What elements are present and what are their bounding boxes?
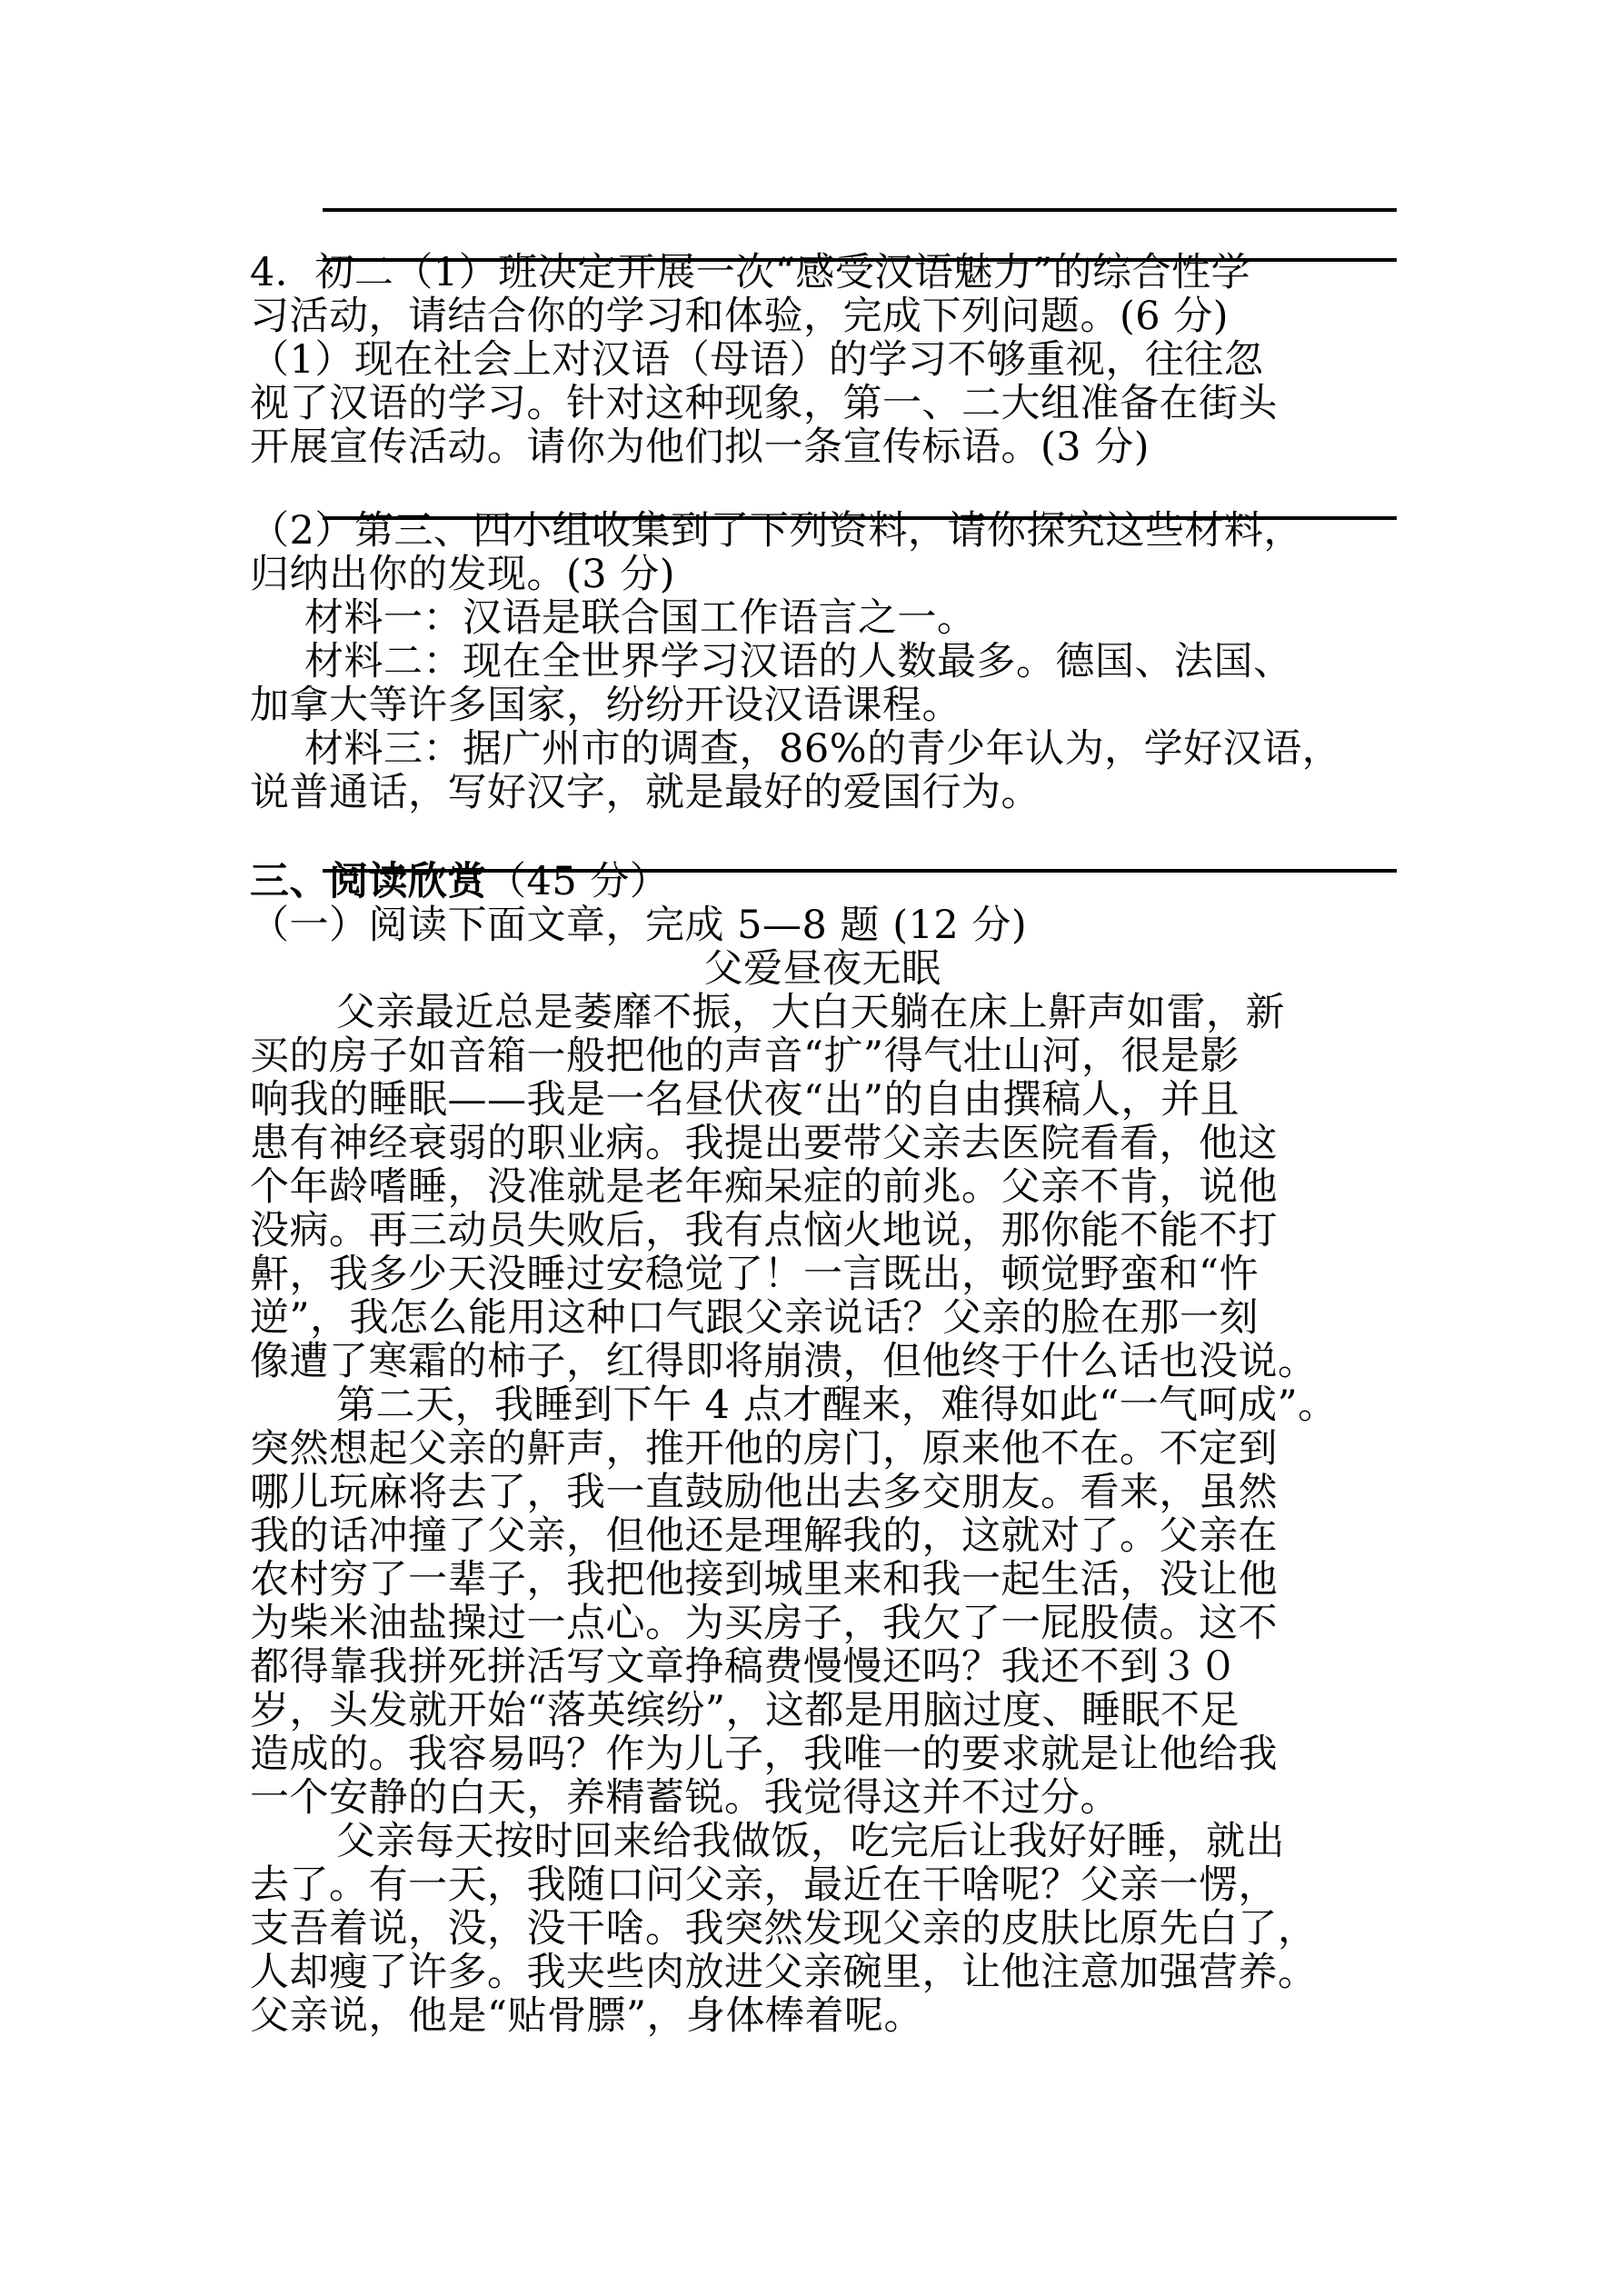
question-4-2-line: （2）第三、四小组收集到了下列资料，请你探究这些材料， <box>250 508 1303 554</box>
article-line: 没病。再三动员失败后，我有点恼火地说，那你能不能不打 <box>250 1208 1278 1253</box>
article-line: 突然想起父亲的鼾声，推开他的房门，原来他不在。不定到 <box>250 1426 1278 1472</box>
question-4-1-line: （1）现在社会上对汉语（母语）的学习不够重视，往往忽 <box>250 337 1264 383</box>
article-line: 支吾着说，没，没干啥。我突然发现父亲的皮肤比原先白了， <box>250 1906 1318 1952</box>
article-line: 父亲说，他是“贴骨膘”，身体棒着呢。 <box>250 1993 923 2039</box>
article-line: 岁，头发就开始“落英缤纷”，这都是用脑过度、睡眠不足 <box>250 1688 1240 1733</box>
article-line: 响我的睡眠——我是一名昼伏夜“出”的自由撰稿人，并且 <box>250 1077 1240 1123</box>
material-2-cont: 加拿大等许多国家，纷纷开设汉语课程。 <box>250 683 961 728</box>
article-line: 像遭了寒霜的柿子，红得即将崩溃，但他终于什么话也没说。 <box>250 1339 1318 1384</box>
answer-line <box>323 208 1397 212</box>
article-line: 父亲每天按时回来给我做饭，吃完后让我好好睡，就出 <box>336 1819 1285 1864</box>
article-line: 个年龄嗜睡，没准就是老年痴呆症的前兆。父亲不肯，说他 <box>250 1164 1278 1210</box>
question-4-2-line: 归纳出你的发现。(3 分) <box>250 552 676 597</box>
material-1: 材料一：汉语是联合国工作语言之一。 <box>304 595 977 641</box>
material-3: 材料三：据广州市的调查，86%的青少年认为，学好汉语， <box>304 726 1342 772</box>
article-line: 逆”，我怎么能用这种口气跟父亲说话？父亲的脸在那一刻 <box>250 1295 1259 1341</box>
section-3-score: （45 分） <box>487 859 670 904</box>
article-line: 造成的。我容易吗？作为儿子，我唯一的要求就是让他给我 <box>250 1732 1278 1777</box>
article-line: 去了。有一天，我随口问父亲，最近在干啥呢？父亲一愣， <box>250 1862 1278 1908</box>
article-line: 一个安静的白天，养精蓄锐。我觉得这并不过分。 <box>250 1775 1120 1821</box>
section-3-heading <box>250 858 1395 905</box>
question-4-1-line: 视了汉语的学习。针对这种现象，第一、二大组准备在街头 <box>250 381 1278 426</box>
article-line: 买的房子如音箱一般把他的声音“扩”得气壮山河，很是影 <box>250 1033 1240 1079</box>
article-line: 人却瘦了许多。我夹些肉放进父亲碗里，让他注意加强营养。 <box>250 1950 1318 1995</box>
question-4-line: 4．初二（1）班决定开展一次“感受汉语魅力”的综合性学 <box>250 250 1251 295</box>
article-line: 第二天，我睡到下午 4 点才醒来，难得如此“一气呵成”。 <box>336 1383 1338 1428</box>
article-line: 都得靠我拼死拼活写文章挣稿费慢慢还吗？我还不到３０ <box>250 1644 1239 1690</box>
article-line: 鼾，我多少天没睡过安稳觉了！一言既出，顿觉野蛮和“忤 <box>250 1252 1259 1297</box>
article-line: 为柴米油盐操过一点心。为买房子，我欠了一屁股债。这不 <box>250 1601 1278 1646</box>
article-line: 农村穷了一辈子，我把他接到城里来和我一起生活，没让他 <box>250 1557 1278 1602</box>
article-title: 父爱昼夜无眠 <box>703 946 941 992</box>
question-4-1-line: 开展宣传活动。请你为他们拟一条宣传标语。(3 分) <box>250 424 1150 470</box>
article-line: 我的话冲撞了父亲，但他还是理解我的，这就对了。父亲在 <box>250 1513 1278 1559</box>
question-4-line: 习活动，请结合你的学习和体验，完成下列问题。(6 分) <box>250 294 1230 339</box>
article-line: 哪儿玩麻将去了，我一直鼓励他出去多交朋友。看来，虽然 <box>250 1470 1278 1515</box>
material-3-cont: 说普通话，写好汉字，就是最好的爱国行为。 <box>250 770 1041 815</box>
article-line: 患有神经衰弱的职业病。我提出要带父亲去医院看看，他这 <box>250 1121 1278 1166</box>
section-3-sub-heading: （一）阅读下面文章，完成 5—8 题 (12 分) <box>250 903 1028 948</box>
material-2: 材料二：现在全世界学习汉语的人数最多。德国、法国、 <box>304 639 1293 684</box>
article-line: 父亲最近总是萎靡不振，大白天躺在床上鼾声如雷，新 <box>336 990 1285 1035</box>
section-3-title: 三、阅读欣赏 <box>250 859 487 904</box>
